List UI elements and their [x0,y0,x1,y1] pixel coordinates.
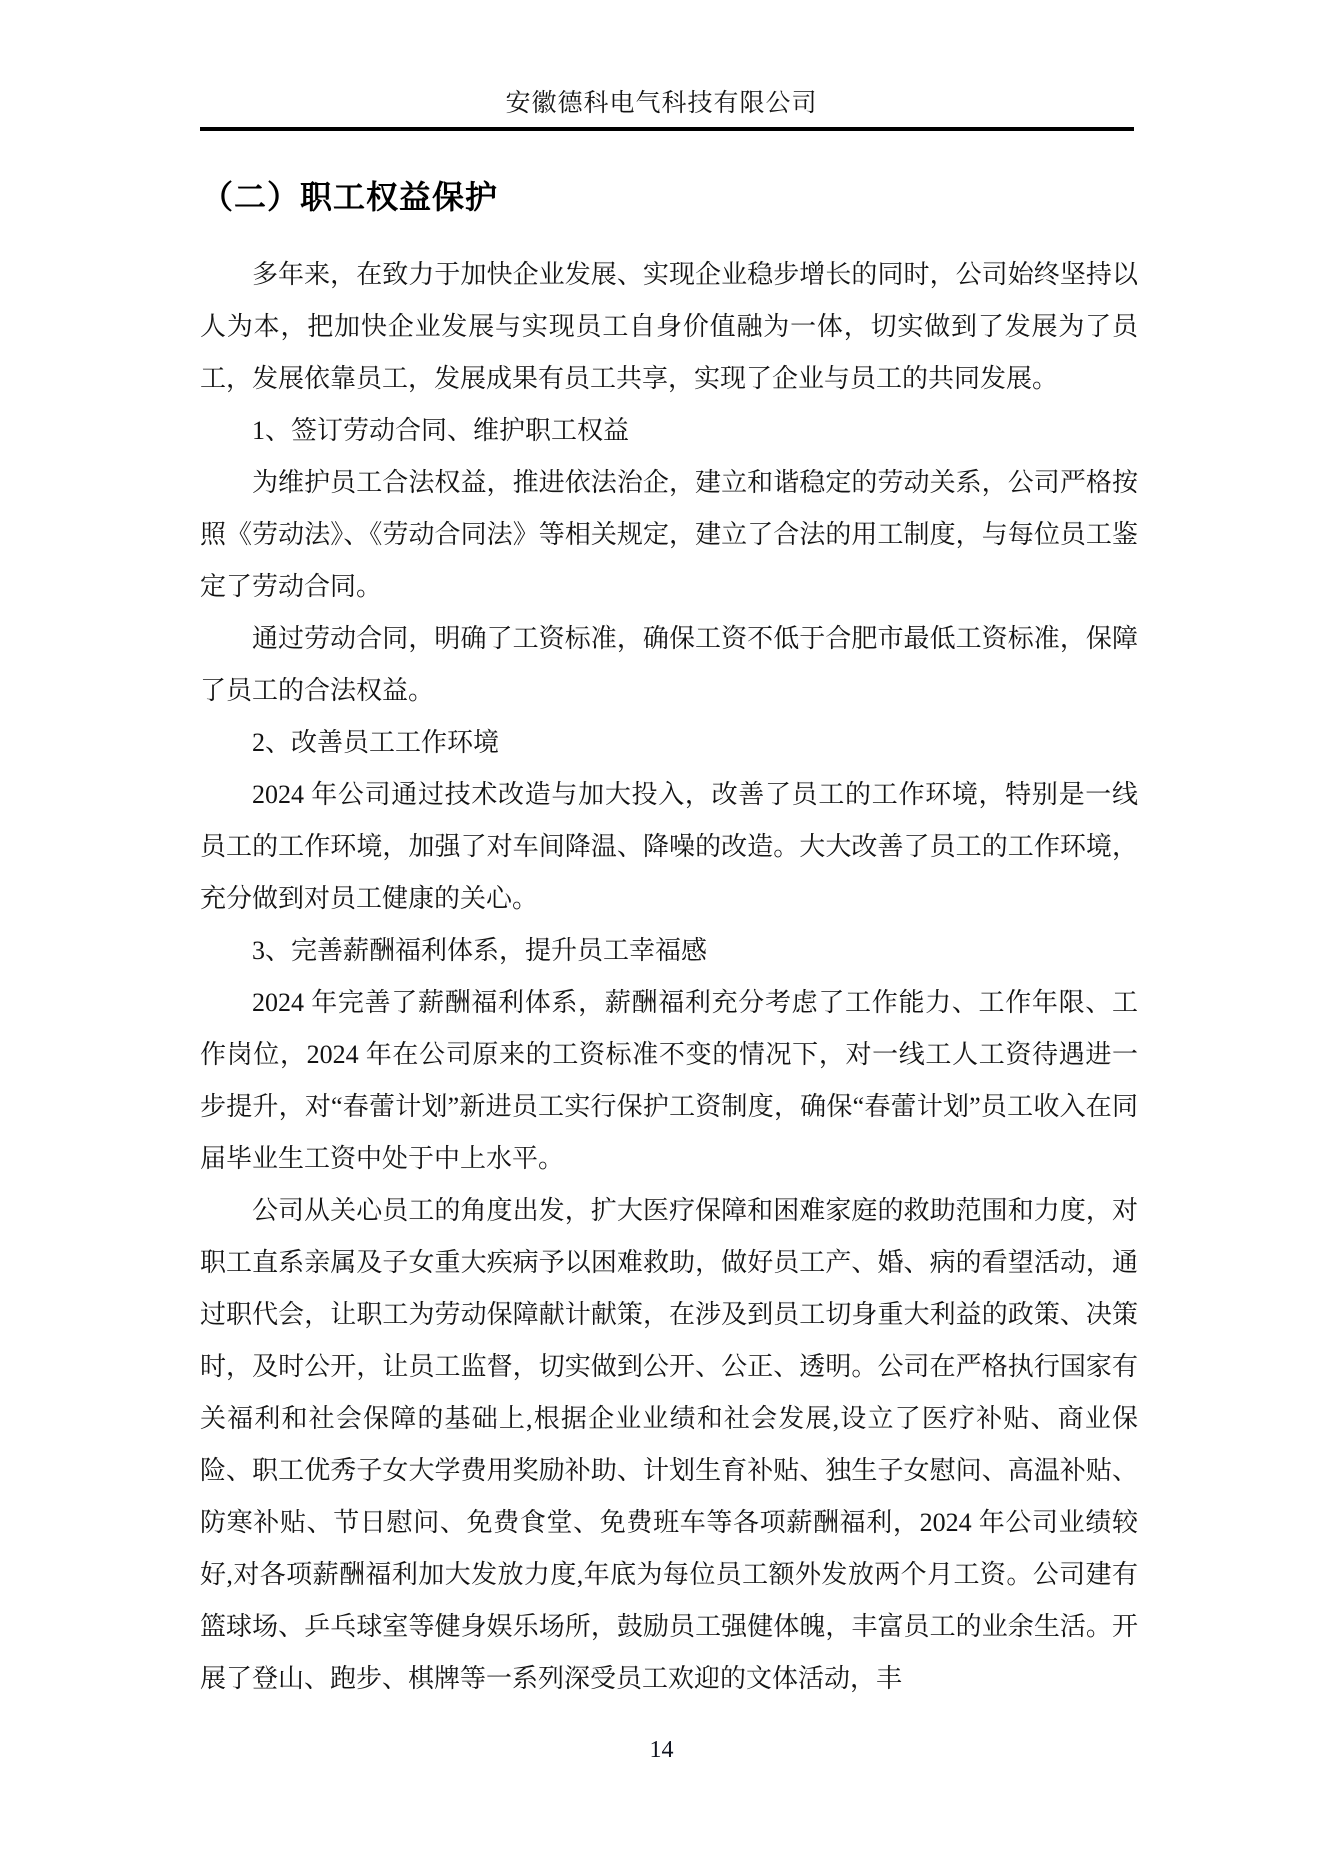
page-header [0,88,1323,120]
subheading-3: 3、完善薪酬福利体系，提升员工幸福感 [252,936,708,965]
header-divider [200,127,1134,131]
subheading-2: 2、改善员工工作环境 [252,728,500,757]
paragraph-salary-welfare: 2024 年完善了薪酬福利体系，薪酬福利充分考虑了工作能力、工作年限、工作岗位，2024 年在公司原来的工资标准不变的情况下，对一线工人工资待遇进一步提升，对“春蕾计划”新进员工实行保护工资制度，确保“春蕾计划”员工收入在同届毕业生工资中处于中上水平。 [200,988,1138,1173]
company-name: 安徽德科电气科技有限公司 [505,90,818,117]
subheading-1: 1、签订劳动合同、维护职工权益 [252,416,630,445]
body-text [200,249,1138,1705]
paragraph-wage-standard: 通过劳动合同，明确了工资标准，确保工资不低于合肥市最低工资标准，保障了员工的合法权益。 [200,624,1138,705]
paragraph-work-environment: 2024 年公司通过技术改造与加大投入，改善了员工的工作环境，特别是一线员工的工作环境，加强了对车间降温、降噪的改造。大大改善了员工的工作环境，充分做到对员工健康的关心。 [200,780,1138,913]
section-heading: （二）职工权益保护 [201,179,499,216]
paragraph-intro: 多年来，在致力于加快企业发展、实现企业稳步增长的同时，公司始终坚持以人为本，把加快企业发展与实现员工自身价值融为一体，切实做到了发展为了员工，发展依靠员工，发展成果有员工共享，实现了企业与员工的共同发展。 [200,260,1138,393]
page-footer [0,1736,1323,1764]
page-number: 14 [649,1737,674,1763]
paragraph-labor-contract: 为维护员工合法权益，推进依法治企，建立和谐稳定的劳动关系，公司严格按照《劳动法》、《劳动合同法》等相关规定，建立了合法的用工制度，与每位员工鉴定了劳动合同。 [200,468,1138,601]
paragraph-employee-care: 公司从关心员工的角度出发，扩大医疗保障和困难家庭的救助范围和力度，对职工直系亲属及子女重大疾病予以困难救助，做好员工产、婚、病的看望活动，通过职代会，让职工为劳动保障献计献策，在涉及到员工切身重大利益的政策、决策时，及时公开，让员工监督，切实做到公开、公正、透明。公司在严格执行国家有关福利和社会保障的基础上,根据企业业绩和社会发展,设立了医疗补贴、商业保险、职工优秀子女大学费用奖励补助、计划生育补贴、独生子女慰问、高温补贴、防寒补贴、节日慰问、免费食堂、免费班车等各项薪酬福利，2024 年公司业绩较好,对各项薪酬福利加大发放力度,年底为每位员工额外发放两个月工资。公司建有篮球场、乒乓球室等健身娱乐场所，鼓励员工强健体魄，丰富员工的业余生活。开展了登山、跑步、棋牌等一系列深受员工欢迎的文体活动，丰 [200,1196,1138,1693]
